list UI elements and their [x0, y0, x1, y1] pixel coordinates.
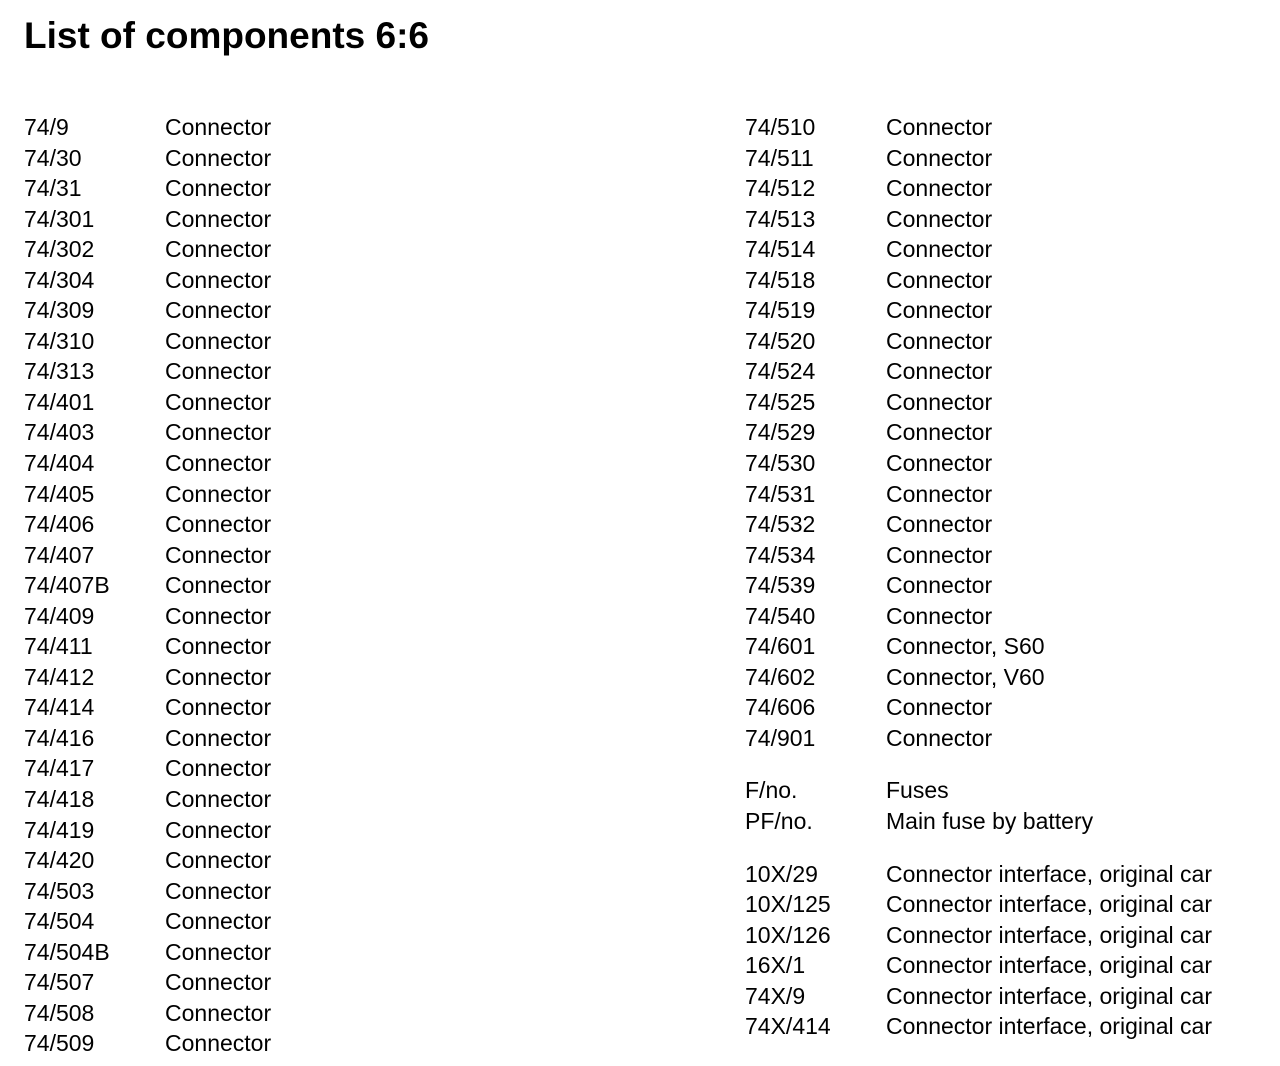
right-connector-group: [745, 112, 1212, 753]
list-item: [24, 112, 271, 143]
component-description: Connector: [165, 327, 272, 354]
component-code: 74/601: [745, 633, 816, 660]
component-code: 74/404: [24, 450, 95, 477]
component-code: 74/534: [745, 541, 816, 568]
list-item: [745, 112, 1212, 143]
list-item: [24, 326, 271, 357]
component-code: 74/504B: [24, 938, 110, 965]
list-item: [24, 540, 271, 571]
list-item: [745, 509, 1212, 540]
list-item: [745, 920, 1212, 951]
component-code: F/no.: [745, 777, 798, 804]
list-item: [24, 509, 271, 540]
list-item: [24, 295, 271, 326]
list-item: [745, 479, 1212, 510]
component-code: 74/406: [24, 511, 95, 538]
component-description: Connector, V60: [886, 663, 1045, 690]
component-description: Connector: [165, 877, 272, 904]
component-description: Connector: [165, 175, 272, 202]
component-code: 74/302: [24, 236, 95, 263]
component-code: 74/31: [24, 175, 82, 202]
list-item: [745, 356, 1212, 387]
component-code: 74/531: [745, 480, 816, 507]
component-description: Connector: [165, 999, 272, 1026]
component-description: Connector: [165, 236, 272, 263]
component-description: Connector: [886, 114, 993, 140]
component-code: 74/403: [24, 419, 95, 446]
component-code: 74/507: [24, 969, 95, 996]
component-description: Fuses: [886, 777, 949, 804]
component-code: 74/30: [24, 144, 82, 171]
component-description: Connector: [165, 847, 272, 874]
component-description: Connector: [886, 694, 993, 721]
component-code: 74/511: [745, 144, 814, 171]
component-description: Connector: [886, 450, 993, 477]
list-item: [24, 448, 271, 479]
component-code: 74/539: [745, 572, 816, 599]
component-description: Connector: [165, 1030, 272, 1057]
component-code: 74/417: [24, 755, 95, 782]
component-description: Connector interface, original car: [886, 921, 1212, 948]
component-description: Connector: [886, 388, 993, 415]
component-description: Connector interface, original car: [886, 952, 1212, 979]
component-code: 74/420: [24, 847, 95, 874]
list-item: [745, 723, 1212, 754]
list-item: [745, 448, 1212, 479]
component-code: 10X/125: [745, 891, 831, 918]
component-description: Connector: [886, 480, 993, 507]
list-item: [745, 775, 1212, 806]
component-code: 74/304: [24, 266, 95, 293]
component-description: Connector: [165, 724, 272, 751]
component-code: 74/508: [24, 999, 95, 1026]
list-item: [24, 265, 271, 296]
component-code: 74/405: [24, 480, 95, 507]
component-code: 74/530: [745, 450, 816, 477]
component-code: 74/510: [745, 114, 816, 140]
component-description: Connector: [165, 358, 272, 385]
list-item: [24, 173, 271, 204]
component-description: Connector: [165, 266, 272, 293]
component-code: 74/524: [745, 358, 816, 385]
list-item: [745, 662, 1212, 693]
list-item: [745, 806, 1212, 837]
right-component-list: [745, 112, 1212, 1042]
left-connector-group: [24, 112, 271, 1059]
list-item: [24, 845, 271, 876]
list-item: [24, 1028, 271, 1059]
component-code: 74/309: [24, 297, 95, 324]
left-component-list: [24, 112, 271, 1059]
list-item: [24, 906, 271, 937]
list-item: [745, 631, 1212, 662]
component-code: 74/518: [745, 266, 816, 293]
component-code: 74/416: [24, 724, 95, 751]
component-code: 74/409: [24, 602, 95, 629]
page-title: List of components 6:6: [24, 15, 429, 56]
component-description: Connector: [165, 816, 272, 843]
component-description: Connector: [165, 938, 272, 965]
component-description: Connector: [165, 755, 272, 782]
component-code: 74/602: [745, 663, 816, 690]
component-description: Connector: [165, 663, 272, 690]
list-item: [745, 981, 1212, 1012]
component-code: PF/no.: [745, 808, 813, 835]
component-code: 74/512: [745, 175, 816, 202]
list-item: [24, 417, 271, 448]
component-description: Connector interface, original car: [886, 1013, 1212, 1040]
list-item: [745, 889, 1212, 920]
component-description: Connector: [886, 419, 993, 446]
component-code: 74/520: [745, 327, 816, 354]
list-item: [745, 692, 1212, 723]
component-code: 74/310: [24, 327, 95, 354]
component-code: 74/529: [745, 419, 816, 446]
component-code: 74/411: [24, 633, 93, 660]
component-description: Connector: [165, 969, 272, 996]
component-description: Connector: [165, 388, 272, 415]
component-description: Connector: [886, 327, 993, 354]
list-item: [24, 998, 271, 1029]
list-item: [24, 479, 271, 510]
list-item: [745, 1011, 1212, 1042]
component-description: Connector: [886, 236, 993, 263]
list-item: [24, 234, 271, 265]
component-description: Connector, S60: [886, 633, 1045, 660]
list-item: [745, 234, 1212, 265]
component-code: 74/606: [745, 694, 816, 721]
list-item: [24, 143, 271, 174]
component-code: 74/414: [24, 694, 95, 721]
component-code: 74X/9: [745, 982, 806, 1009]
component-description: Connector: [165, 114, 272, 140]
component-code: 74/509: [24, 1030, 95, 1057]
list-item: [24, 356, 271, 387]
list-item: [24, 692, 271, 723]
list-item: [24, 815, 271, 846]
component-description: Connector: [886, 144, 993, 171]
list-item: [745, 204, 1212, 235]
component-description: Connector: [886, 511, 993, 538]
list-item: [745, 387, 1212, 418]
component-code: 74/313: [24, 358, 95, 385]
component-description: Connector: [886, 266, 993, 293]
list-item: [24, 570, 271, 601]
component-description: Connector: [165, 419, 272, 446]
component-code: 74X/414: [745, 1013, 831, 1040]
list-item: [745, 326, 1212, 357]
component-code: 74/503: [24, 877, 95, 904]
component-description: Connector: [886, 541, 993, 568]
component-code: 74/9: [24, 114, 69, 140]
component-description: Connector: [165, 541, 272, 568]
component-code: 74/301: [24, 205, 95, 232]
fuse-group: [745, 775, 1212, 836]
component-description: Connector: [165, 786, 272, 813]
list-item: [24, 662, 271, 693]
component-code: 10X/126: [745, 921, 831, 948]
component-description: Connector: [165, 602, 272, 629]
component-code: 74/504: [24, 908, 95, 935]
list-item: [745, 601, 1212, 632]
list-item: [745, 540, 1212, 571]
list-item: [24, 387, 271, 418]
component-code: 74/419: [24, 816, 95, 843]
component-description: Connector interface, original car: [886, 982, 1212, 1009]
component-code: 16X/1: [745, 952, 806, 979]
component-description: Connector: [886, 602, 993, 629]
component-code: 74/407B: [24, 572, 110, 599]
component-description: Connector: [886, 572, 993, 599]
list-item: [745, 265, 1212, 296]
list-item: [745, 295, 1212, 326]
component-code: 74/412: [24, 663, 95, 690]
component-code: 74/540: [745, 602, 816, 629]
list-item: [745, 417, 1212, 448]
component-description: Connector: [165, 450, 272, 477]
component-description: Connector: [165, 480, 272, 507]
component-code: 74/532: [745, 511, 816, 538]
component-description: Connector: [886, 358, 993, 385]
component-code: 74/513: [745, 205, 816, 232]
component-description: Connector interface, original car: [886, 860, 1212, 887]
list-item: [745, 173, 1212, 204]
component-description: Connector: [165, 694, 272, 721]
component-description: Connector interface, original car: [886, 891, 1212, 918]
component-description: Connector: [165, 144, 272, 171]
list-item: [24, 876, 271, 907]
component-description: Connector: [165, 572, 272, 599]
list-item: [745, 143, 1212, 174]
list-item: [24, 723, 271, 754]
list-item: [24, 601, 271, 632]
component-code: 74/407: [24, 541, 95, 568]
list-item: [24, 204, 271, 235]
list-item: [745, 950, 1212, 981]
interface-group: [745, 859, 1212, 1042]
component-description: Main fuse by battery: [886, 808, 1094, 835]
list-item: [745, 570, 1212, 601]
list-item: [24, 631, 271, 662]
component-description: Connector: [165, 297, 272, 324]
list-item: [745, 859, 1212, 890]
component-code: 74/418: [24, 786, 95, 813]
list-item: [24, 937, 271, 968]
component-code: 74/525: [745, 388, 816, 415]
list-item: [24, 967, 271, 998]
component-description: Connector: [886, 724, 993, 751]
list-item: [24, 784, 271, 815]
component-description: Connector: [165, 511, 272, 538]
component-description: Connector: [165, 633, 272, 660]
component-description: Connector: [165, 205, 272, 232]
component-description: Connector: [886, 205, 993, 232]
component-code: 74/519: [745, 297, 816, 324]
component-description: Connector: [886, 297, 993, 324]
component-description: Connector: [165, 908, 272, 935]
component-description: Connector: [886, 175, 993, 202]
component-code: 74/401: [24, 388, 95, 415]
list-item: [24, 753, 271, 784]
component-code: 10X/29: [745, 860, 818, 887]
component-code: 74/514: [745, 236, 816, 263]
component-code: 74/901: [745, 724, 816, 751]
